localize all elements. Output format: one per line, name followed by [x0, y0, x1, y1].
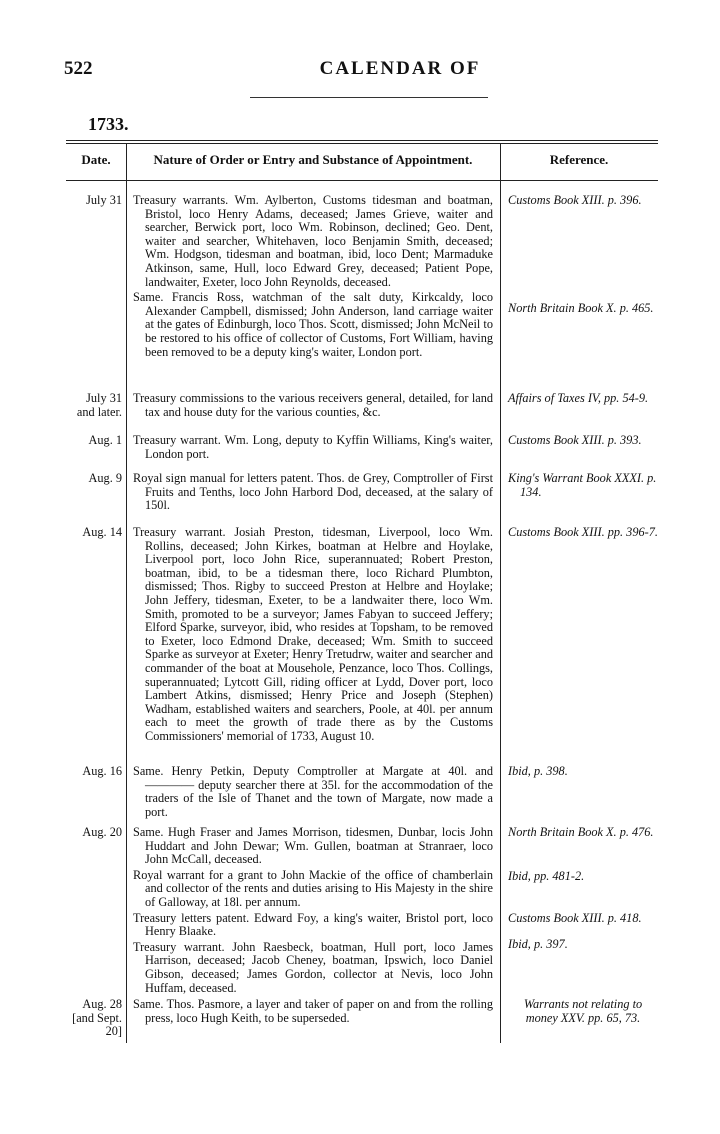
row-reference [508, 302, 658, 316]
row-date: Aug. 28 [and Sept. 20] [72, 997, 122, 1039]
row-reference [508, 938, 658, 952]
reference-text: Customs Book XIII. p. 393. [508, 433, 642, 447]
row-entries [133, 826, 493, 997]
entry-text: Treasury commissions to the various receivers general, detailed, for land tax and house duty for the various counties, &c. [133, 391, 493, 419]
entry-text: Royal sign manual for letters patent. Thos. de Grey, Comptroller of First Fruits and Tenths, loco John Harbord Dod, deceased, at the salary of 150l. [133, 471, 493, 513]
reference-text: Affairs of Taxes IV, pp. 54-9. [508, 391, 649, 405]
reference-text: Customs Book XIII. pp. 396-7. [508, 525, 658, 539]
row-date: July 31 [86, 193, 122, 207]
reference-text: Customs Book XIII. p. 418. [508, 911, 642, 925]
row-entries [133, 194, 493, 361]
row-date: Aug. 9 [88, 471, 122, 485]
table-top-rule-inner [66, 143, 658, 144]
row-reference [508, 826, 658, 840]
row-reference [508, 912, 658, 926]
reference-text: North Britain Book X. p. 465. [508, 301, 654, 315]
row-entries [133, 434, 493, 463]
reference-text: Ibid, pp. 481-2. [508, 869, 585, 883]
reference-text: North Britain Book X. p. 476. [508, 825, 654, 839]
entry-text: Same. Hugh Fraser and James Morrison, tidesmen, Dunbar, locis John Huddart and John Dewar; Wm. Gullen, boatman at Stranraer, loco John McCall, deceased. [133, 825, 493, 867]
entry-text: Treasury warrant. John Raesbeck, boatman, Hull port, loco James Harrison, deceased; Jacob Cheney, boatman, Ipswich, loco Daniel Gibson, deceased; James Gordon, collector at Nevis, loco John Huffam, deceased. [133, 939, 493, 995]
row-date: Aug. 16 [82, 764, 122, 778]
entry-text: Royal warrant for a grant to John Mackie of the office of chamberlain and collector of the rents and duties arising to His Majesty in the shire of Galloway, at 18l. per annum. [133, 867, 493, 909]
row-reference [508, 472, 658, 499]
row-date: Aug. 20 [82, 825, 122, 839]
reference-text: Ibid, p. 398. [508, 764, 568, 778]
row-entries [133, 998, 493, 1027]
row-reference [508, 526, 658, 540]
column-header-date: Date. [81, 152, 111, 167]
reference-text: Customs Book XIII. p. 396. [508, 193, 642, 207]
reference-text: King's Warrant Book XXXI. p. 134. [508, 471, 657, 499]
entry-text: Treasury warrant. Josiah Preston, tidesman, Liverpool, loco Wm. Rollins, deceased; John Kirkes, boatman at Helbre and Hoylake, Liverpool port, loco John Rice, superannuated; Robert Preston, boatman, ibid, to be a tidesman there, loco Richard Plumbton, dismissed; Thos. Rigby to succeed Preston at Helbre and Hoylake; John Jeffery, tidesman, Exeter, to be a landwaiter there, loco Wm. Smith, promoted to be a surveyor; James Fabyan to succeed Jeffery; Elford Sparke, surveyor, ibid, who resides at Topsham, to be removed to Exeter, loco Edmond Drake, deceased; Wm. Smith to succeed Sparke as surveyor at Exeter; Henry Tretudrw, waiter and searcher and commander of the boat at Mousehole, Penzance, loco Thos. Collings, superannuated; Lytcott Gill, riding officer at Lydd, Dover port, loco Lambert Atkins, dismissed; Henry Price and Joseph (Stephen) Wadham, established waiters and searchers, Poole, at 40l. per annum each to meet the growth of trade there as by the Customs Commissioners' memorial of 1733, August 10. [133, 525, 493, 743]
row-date: July 31 and later. [76, 391, 122, 419]
header-rule [250, 97, 488, 98]
row-reference: Warrants not relating to money XXV. pp. 65, 73. [523, 997, 643, 1025]
column-header-reference: Reference. [549, 152, 609, 167]
entry-text: Same. Henry Petkin, Deputy Comptroller at Margate at 40l. and ———— deputy searcher there at 35l. for the accommodation of the traders of the Isle of Thanet and the town of Margate, now made a port. [133, 764, 493, 819]
table-header-rule [66, 180, 658, 181]
row-reference [508, 392, 658, 406]
row-entries [133, 392, 493, 421]
reference-text: Ibid, p. 397. [508, 937, 568, 951]
row-entries [133, 526, 493, 746]
row-date: Aug. 14 [82, 525, 122, 539]
column-divider-date [126, 143, 127, 1043]
page-number: 522 [64, 58, 93, 79]
row-reference [508, 194, 658, 208]
column-header-nature: Nature of Order or Entry and Substance of Appointment. [153, 152, 473, 167]
row-entries [133, 472, 493, 515]
column-divider-reference [500, 143, 501, 1043]
entry-text: Same. Thos. Pasmore, a layer and taker of paper on and from the rolling press, loco Hugh Keith, to be superseded. [133, 997, 493, 1025]
entry-text: Treasury letters patent. Edward Foy, a king's waiter, Bristol port, loco Henry Blaake. [133, 910, 493, 939]
row-entries [133, 765, 493, 821]
table-top-rule [66, 140, 658, 141]
entry-text: Treasury warrants. Wm. Aylberton, Customs tidesman and boatman, Bristol, loco Henry Adams, deceased; James Grieve, waiter and searcher, Berwick port, loco Wm. Robinson, declined; Geo. Dent, waiter and searcher, Whitehaven, loco Benjamin Smith, deceased; Wm. Hodgson, tidesman and boatman, ibid, loco Dent; Marmaduke Atkinson, same, Hull, loco Edward Grey, deceased; Patient Pope, landwaiter, Exeter, loco John Reynolds, deceased. [133, 193, 493, 289]
year-heading: 1733. [88, 114, 129, 134]
row-reference [508, 434, 658, 448]
row-date: Aug. 1 [88, 433, 122, 447]
row-reference [508, 765, 658, 779]
entry-text: Treasury warrant. Wm. Long, deputy to Kyffin Williams, King's waiter, London port. [133, 433, 493, 461]
entry-text: Same. Francis Ross, watchman of the salt duty, Kirkcaldy, loco Alexander Campbell, dismissed; John Anderson, land carriage waiter at the gates of Edinburgh, loco Thos. Scott, dismissed; John McNeil to be restored to his office of collector of Customs, Fort William, having been removed to be a deputy king's waiter, London port. [133, 290, 493, 359]
running-head: CALENDAR OF [319, 58, 481, 79]
row-reference [508, 870, 658, 884]
